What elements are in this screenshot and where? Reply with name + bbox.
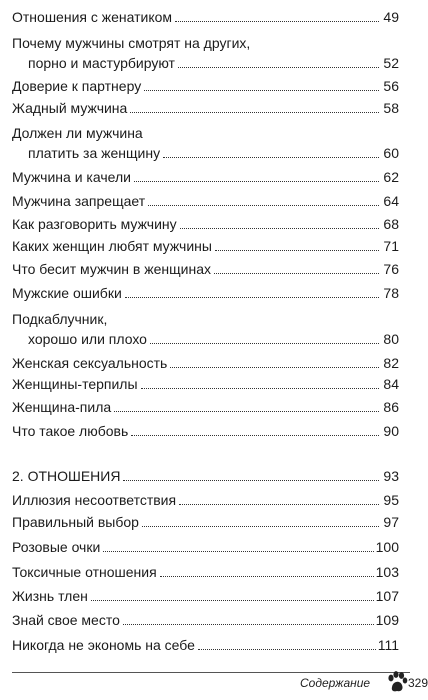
toc-entry-page: 107 xyxy=(375,588,399,604)
toc-entry-line xyxy=(12,466,399,486)
toc-entry-page: 64 xyxy=(383,193,399,209)
dot-leader xyxy=(123,480,379,481)
toc-entry-title: Мужчина и качели xyxy=(12,169,131,185)
dot-leader xyxy=(142,526,379,527)
toc-entry-title: Никогда не экономь на себе xyxy=(12,637,195,653)
footer-divider xyxy=(12,672,410,673)
dot-leader xyxy=(103,551,373,552)
toc-entry-title: Токсичные отношения xyxy=(12,564,157,580)
toc-entry-title: Мужские ошибки xyxy=(12,285,122,301)
toc-entry xyxy=(12,397,399,417)
toc-entry xyxy=(12,610,399,630)
toc-entry-line xyxy=(12,191,399,211)
toc-entry-page: 86 xyxy=(383,399,399,415)
dot-leader xyxy=(215,250,379,251)
toc-entry-line xyxy=(12,167,399,187)
dot-leader xyxy=(123,624,374,625)
toc-entry-title: Почему мужчины смотрят на других, xyxy=(12,35,251,51)
toc-entry-page: 60 xyxy=(383,145,399,161)
toc-entry-title: Что такое любовь xyxy=(12,423,129,439)
toc-entry-line xyxy=(12,353,399,373)
toc-entry xyxy=(12,98,399,118)
toc-entry-page: 100 xyxy=(375,539,399,555)
toc-entry-title: порно и мастурбируют xyxy=(28,55,175,71)
toc-entry-line xyxy=(12,76,399,96)
toc-entry-line xyxy=(12,309,399,329)
toc-entry-title: Женщина-пила xyxy=(12,399,112,415)
dot-leader xyxy=(178,67,379,68)
toc-entry-line xyxy=(12,490,399,510)
toc-entry-title: 2. ОТНОШЕНИЯ xyxy=(12,468,121,484)
toc-entry xyxy=(12,214,399,234)
toc-entry-title: Жизнь тлен xyxy=(12,588,88,604)
footer-section-title: Содержание xyxy=(300,676,371,690)
toc-entry xyxy=(12,7,399,27)
toc-entry xyxy=(12,353,399,373)
toc-entry-page: 95 xyxy=(383,492,399,508)
toc-entry xyxy=(12,76,399,96)
toc-entry-page: 78 xyxy=(383,285,399,301)
dot-leader xyxy=(175,21,379,22)
toc-entry xyxy=(12,309,399,349)
dot-leader xyxy=(114,411,379,412)
toc-entry-page: 76 xyxy=(383,261,399,277)
toc-entry-title: Подкаблучник, xyxy=(12,311,108,327)
toc-entry-title: Как разговорить мужчину xyxy=(12,216,177,232)
toc-entry-page: 68 xyxy=(383,216,399,232)
toc-entry-line xyxy=(12,329,399,349)
dot-leader xyxy=(163,157,379,158)
toc-entry-page: 71 xyxy=(383,238,399,254)
toc-entry-line xyxy=(12,98,399,118)
toc-entry xyxy=(12,123,399,163)
toc-entry-line xyxy=(12,562,399,582)
toc-entry-line xyxy=(12,236,399,256)
toc-entry-page: 62 xyxy=(383,169,399,185)
toc-entry-line xyxy=(12,283,399,303)
toc-entry-line xyxy=(12,33,399,53)
toc-entry-page: 80 xyxy=(383,331,399,347)
toc-entry-page: 52 xyxy=(383,55,399,71)
toc-entry-line xyxy=(12,259,399,279)
toc-entry-title: Женская сексуальность xyxy=(12,355,168,371)
dot-leader xyxy=(144,90,379,91)
toc-entry-title: Должен ли мужчина xyxy=(12,125,143,141)
toc-entry-title: хорошо или плохо xyxy=(28,331,147,347)
toc-entry-line xyxy=(12,512,399,532)
dot-leader xyxy=(150,343,379,344)
toc-entry-line xyxy=(12,610,399,630)
toc-entry xyxy=(12,512,399,532)
toc-entry xyxy=(12,635,399,655)
dot-leader xyxy=(160,576,374,577)
dot-leader xyxy=(141,388,379,389)
toc-entry-page: 84 xyxy=(383,376,399,392)
toc-entry xyxy=(12,236,399,256)
dot-leader xyxy=(91,600,374,601)
toc-entry xyxy=(12,259,399,279)
dot-leader xyxy=(148,205,379,206)
dot-leader xyxy=(125,297,379,298)
toc-entry-page: 97 xyxy=(383,514,399,530)
toc-entry-title: Доверие к партнеру xyxy=(12,78,142,94)
toc-entry-line xyxy=(12,397,399,417)
toc-entry xyxy=(12,490,399,510)
toc-entry-line xyxy=(12,214,399,234)
toc-entry xyxy=(12,374,399,394)
toc-entry-line xyxy=(12,635,399,655)
toc-entry xyxy=(12,421,399,441)
toc-entry-title: Отношения с женатиком xyxy=(12,9,173,25)
toc-entry-title: Каких женщин любят мужчины xyxy=(12,238,212,254)
toc-entry xyxy=(12,562,399,582)
dot-leader xyxy=(131,435,379,436)
dot-leader xyxy=(130,112,379,113)
toc-entry-line xyxy=(12,7,399,27)
toc-entry-line xyxy=(12,53,399,73)
toc-entry-page: 56 xyxy=(383,78,399,94)
dot-leader xyxy=(134,181,379,182)
toc-entry xyxy=(12,283,399,303)
toc-entry-page: 103 xyxy=(375,564,399,580)
toc-entry-line xyxy=(12,537,399,557)
dot-leader xyxy=(198,649,376,650)
toc-entry-page: 90 xyxy=(383,423,399,439)
toc-entry xyxy=(12,537,399,557)
toc-entry-title: Розовые очки xyxy=(12,539,101,555)
dot-leader xyxy=(170,367,379,368)
toc-entry xyxy=(12,191,399,211)
dot-leader xyxy=(180,228,379,229)
toc-entry-title: Иллюзия несоответствия xyxy=(12,492,177,508)
toc-entry-title: платить за женщину xyxy=(28,145,161,161)
toc-entry xyxy=(12,466,399,486)
toc-entry-page: 93 xyxy=(383,468,399,484)
toc-entry-page: 82 xyxy=(383,355,399,371)
dot-leader xyxy=(214,273,379,274)
paw-icon xyxy=(386,670,408,694)
toc-entry xyxy=(12,33,399,73)
toc-entry-line xyxy=(12,586,399,606)
toc-entry xyxy=(12,167,399,187)
toc-entry-page: 111 xyxy=(377,637,399,653)
toc-entry-title: Что бесит мужчин в женщинах xyxy=(12,261,211,277)
toc-entry xyxy=(12,586,399,606)
toc-entry-line xyxy=(12,374,399,394)
toc-entry-title: Жадный мужчина xyxy=(12,100,128,116)
toc-entry-line xyxy=(12,421,399,441)
toc-entry-title: Знай свое место xyxy=(12,612,120,628)
dot-leader xyxy=(179,504,379,505)
toc-entry-page: 109 xyxy=(375,612,399,628)
page-number: 329 xyxy=(408,676,428,690)
toc-entry-title: Женщины-терпилы xyxy=(12,376,138,392)
toc-entry-title: Мужчина запрещает xyxy=(12,193,146,209)
toc-entry-page: 49 xyxy=(383,9,399,25)
toc-entry-title: Правильный выбор xyxy=(12,514,139,530)
toc-entry-line xyxy=(12,143,399,163)
toc-entry-line xyxy=(12,123,399,143)
toc-entry-page: 58 xyxy=(383,100,399,116)
